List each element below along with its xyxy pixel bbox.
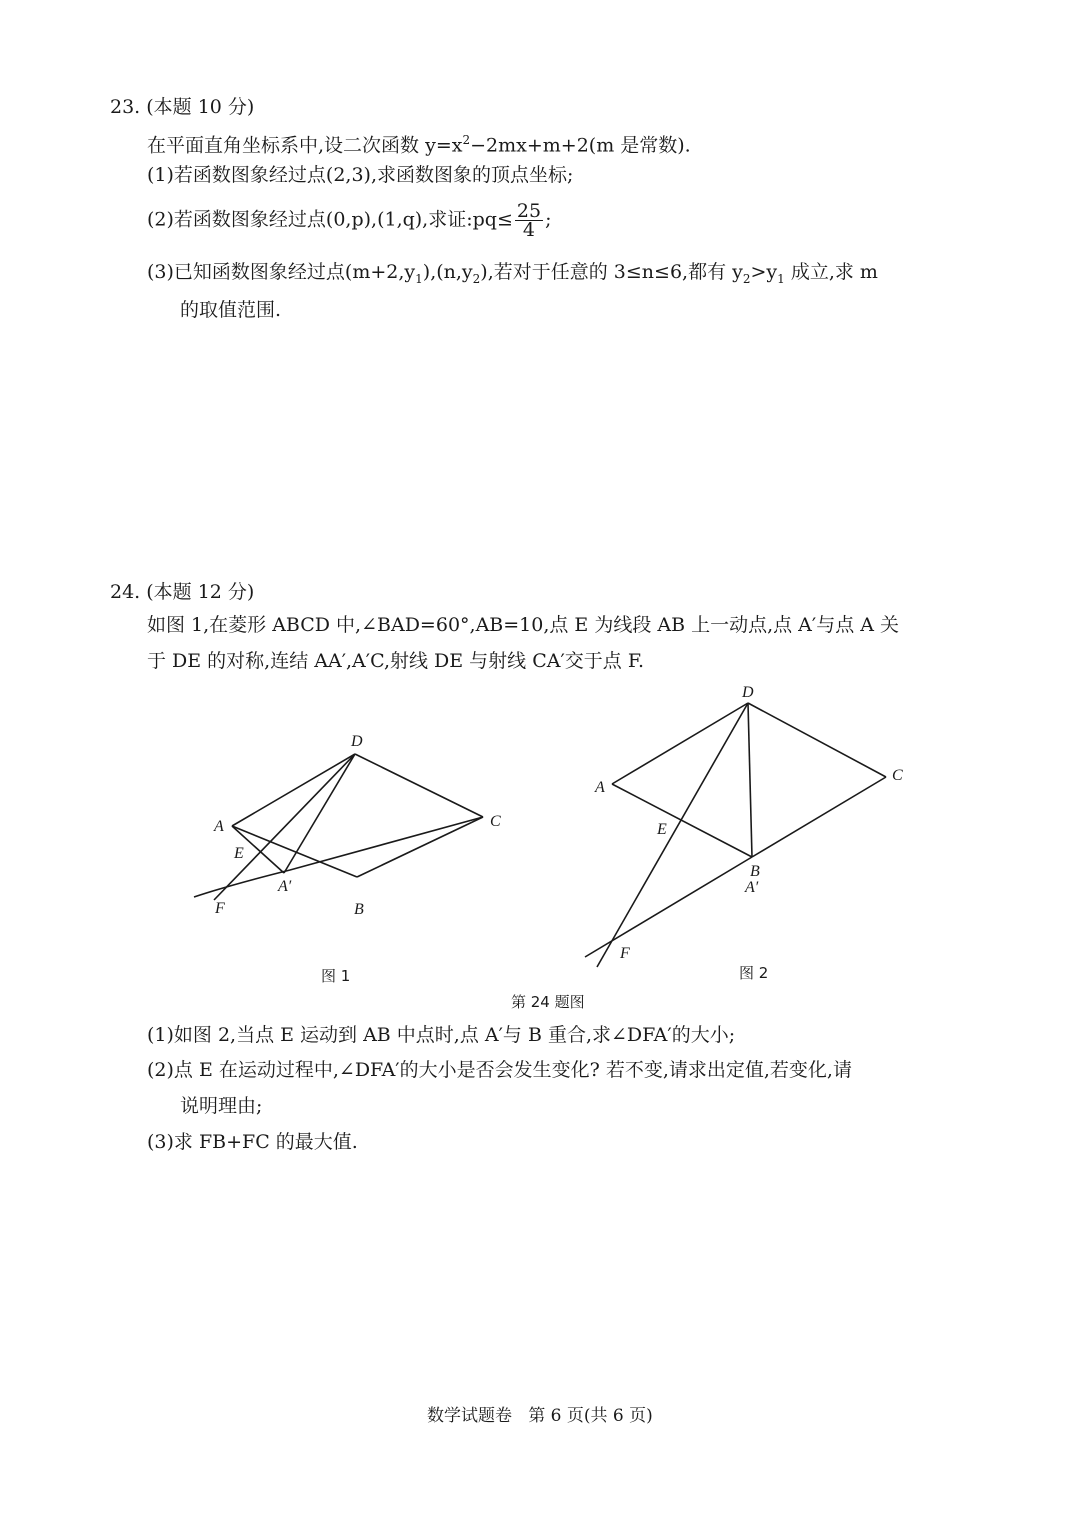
q24-part3: (3)求 FB+FC 的最大值.	[147, 1131, 358, 1153]
fig2-label-D: D	[742, 684, 754, 701]
fig2-label-F: F	[620, 945, 630, 962]
fig1-label-A-prime: A′	[278, 878, 292, 895]
q23-intro-exponent: 2	[462, 133, 471, 147]
q24-header: 24. (本题 12 分)	[110, 581, 255, 603]
segment-CB	[752, 777, 886, 857]
ray-CA1	[585, 857, 752, 957]
q23-sub-3: 2	[742, 271, 751, 286]
figure-2	[585, 684, 903, 982]
segment-BA	[612, 784, 752, 857]
q23-intro-b: −2mx+m+2(m 是常数).	[470, 134, 691, 157]
fig1-caption: 图 1	[321, 967, 351, 985]
q23-part3	[147, 260, 878, 291]
segment-DB	[748, 703, 752, 857]
q23-part2	[147, 202, 551, 239]
fig2-label-C: C	[892, 767, 903, 784]
fig1-label-D: D	[351, 733, 363, 750]
segment-DC	[355, 754, 483, 817]
segment-DC	[748, 703, 886, 777]
fig1-label-C: C	[490, 813, 501, 830]
fraction-numerator: 25	[516, 200, 542, 222]
q23-part2-b: ;	[545, 208, 552, 231]
q24-figures	[0, 680, 1080, 1040]
q23-part1: (1)若函数图象经过点(2,3),求函数图象的顶点坐标;	[147, 164, 574, 186]
q23-header: 23. (本题 10 分)	[110, 96, 255, 118]
q24-part2-line2: 说明理由;	[180, 1095, 263, 1117]
fig2-label-E: E	[657, 821, 667, 838]
q23-intro	[147, 128, 691, 157]
page-footer: 数学试题卷 第 6 页(共 6 页)	[427, 1406, 653, 1426]
fig1-label-B: B	[354, 901, 364, 918]
q24-intro-line2: 于 DE 的对称,连结 AA′,A′C,射线 DE 与射线 CA′交于点 F.	[147, 650, 645, 672]
q24-intro-line1: 如图 1,在菱形 ABCD 中,∠BAD=60°,AB=10,点 E 为线段 AB 上一动点,点 A′与点 A 关	[147, 614, 900, 636]
fraction-denominator: 4	[522, 219, 536, 241]
q23-sub-1: 1	[415, 271, 423, 286]
q23-part3-d: >y	[750, 261, 778, 283]
fig2-label-B: B	[750, 863, 760, 880]
q23-intro-a: 在平面直角坐标系中,设二次函数 y=x	[147, 134, 463, 157]
fraction-25-over-4	[515, 202, 543, 239]
q24-part1: (1)如图 2,当点 E 运动到 AB 中点时,点 A′与 B 重合,求∠DFA′的大小;	[147, 1024, 736, 1046]
fig2-label-A: A	[595, 779, 605, 796]
q23-part2-a: (2)若函数图象经过点(0,p),(1,q),求证:pq≤	[147, 208, 513, 231]
segment-AD	[232, 754, 355, 826]
q23-part3-e: 成立,求 m	[784, 261, 878, 283]
q23-part3-line2: 的取值范围.	[180, 299, 282, 321]
q23-sub-2: 2	[472, 271, 481, 286]
fig1-label-A: A	[214, 818, 224, 835]
q23-part3-a: (3)已知函数图象经过点(m+2,y	[147, 261, 416, 283]
segment-AD	[612, 703, 748, 784]
q23-part3-c: ),若对于任意的 3≤n≤6,都有 y	[480, 261, 743, 283]
fig2-caption: 图 2	[739, 964, 769, 982]
q23-part3-b: ),(n,y	[422, 261, 473, 283]
figure-caption: 第 24 题图	[511, 993, 585, 1011]
fig2-label-A-prime: A′	[745, 879, 759, 896]
fig1-label-F: F	[215, 900, 225, 917]
q23-sub-4: 1	[777, 271, 785, 286]
fig1-label-E: E	[234, 845, 244, 862]
q24-part2-line1: (2)点 E 在运动过程中,∠DFA′的大小是否会发生变化? 若不变,请求出定值,若变化,请	[147, 1059, 852, 1081]
figure-1	[194, 733, 501, 985]
ray-DE	[597, 703, 748, 967]
